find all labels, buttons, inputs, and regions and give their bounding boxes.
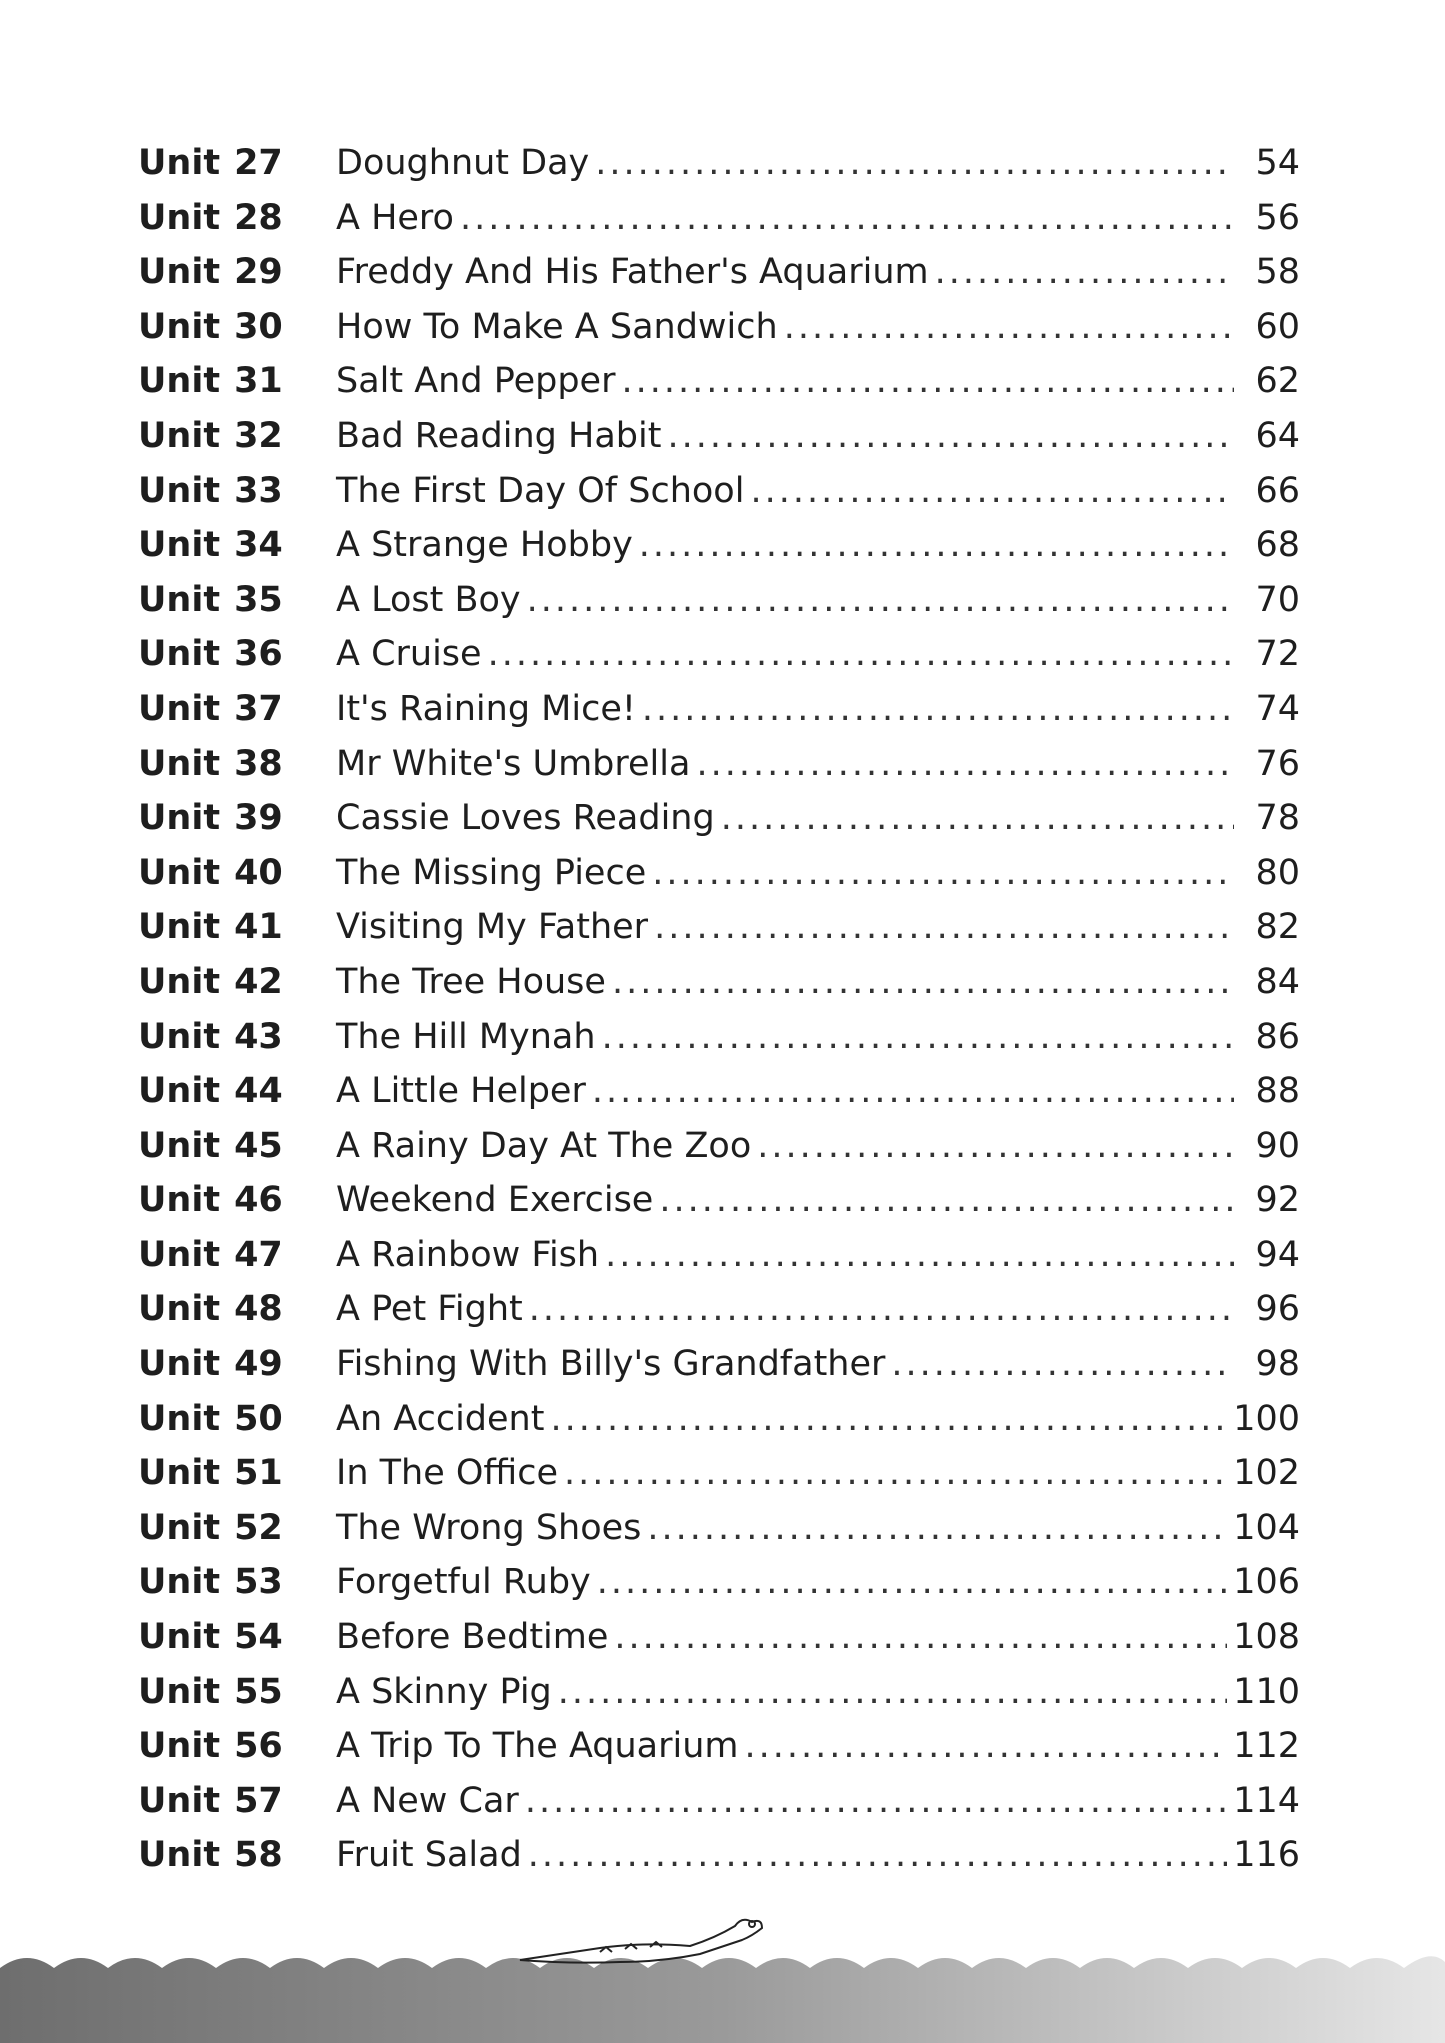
unit-word: Unit — [138, 1289, 221, 1330]
unit-label — [138, 900, 336, 955]
unit-number: 27 — [234, 143, 283, 183]
entry-title: Forgetful Ruby — [336, 1562, 591, 1603]
unit-number: 43 — [234, 1016, 283, 1057]
toc-entry — [138, 1501, 1300, 1556]
unit-word: Unit — [138, 1780, 221, 1821]
page-number: 76 — [1255, 743, 1300, 784]
unit-word: Unit — [138, 1125, 221, 1166]
entry-title: An Accident — [336, 1398, 545, 1439]
unit-word: Unit — [138, 1617, 221, 1658]
unit-label — [138, 627, 336, 682]
toc-entry — [138, 518, 1300, 573]
unit-number: 32 — [234, 415, 283, 456]
dot-leader — [639, 518, 1234, 573]
unit-number: 44 — [234, 1071, 283, 1112]
page-number: 84 — [1255, 961, 1300, 1002]
unit-number: 51 — [234, 1453, 283, 1494]
entry-title: Bad Reading Habit — [336, 415, 662, 456]
dot-leader — [642, 682, 1234, 737]
unit-word: Unit — [138, 1726, 221, 1767]
unit-number: 39 — [234, 798, 283, 839]
unit-label — [138, 682, 336, 737]
entry-title: Doughnut Day — [336, 143, 590, 183]
unit-word: Unit — [138, 1016, 221, 1057]
page-number: 92 — [1255, 1180, 1300, 1221]
entry-title: The First Day Of School — [336, 470, 745, 511]
unit-label — [138, 955, 336, 1010]
page-number: 62 — [1255, 361, 1300, 402]
entry-title: It's Raining Mice! — [336, 688, 636, 729]
entry-title: The Hill Mynah — [336, 1016, 596, 1057]
footer-wave-decoration — [0, 1890, 1445, 2043]
toc-entry — [138, 682, 1300, 737]
dot-leader — [750, 464, 1234, 519]
toc-entry — [138, 354, 1300, 409]
page-number: 70 — [1255, 579, 1300, 620]
entry-title: The Wrong Shoes — [336, 1507, 642, 1548]
unit-label — [138, 354, 336, 409]
page-number: 86 — [1255, 1016, 1300, 1057]
unit-number: 54 — [234, 1617, 283, 1658]
unit-word: Unit — [138, 798, 221, 839]
unit-number: 50 — [234, 1398, 283, 1439]
dot-leader — [602, 1010, 1234, 1065]
unit-number: 48 — [234, 1289, 283, 1330]
unit-label — [138, 464, 336, 519]
unit-word: Unit — [138, 1562, 221, 1603]
dot-leader — [460, 191, 1234, 246]
dot-leader — [527, 573, 1234, 628]
page-number: 78 — [1255, 798, 1300, 839]
page-number: 98 — [1255, 1344, 1300, 1385]
unit-label — [138, 1064, 336, 1119]
toc-entry — [138, 1665, 1300, 1720]
unit-label — [138, 409, 336, 464]
page-number: 90 — [1255, 1125, 1300, 1166]
unit-number: 52 — [234, 1507, 283, 1548]
entry-title: The Tree House — [336, 961, 606, 1002]
page-number: 80 — [1255, 852, 1300, 893]
unit-word: Unit — [138, 907, 221, 948]
unit-number: 45 — [234, 1125, 283, 1166]
unit-word: Unit — [138, 306, 221, 347]
unit-word: Unit — [138, 852, 221, 893]
unit-number: 28 — [234, 197, 283, 238]
toc-entry — [138, 1010, 1300, 1065]
unit-label — [138, 245, 336, 300]
unit-word: Unit — [138, 197, 221, 238]
page-number: 68 — [1255, 525, 1300, 566]
entry-title: A New Car — [336, 1780, 519, 1821]
unit-label — [138, 1719, 336, 1774]
toc-entry — [138, 191, 1300, 246]
unit-word: Unit — [138, 688, 221, 729]
page-number: 72 — [1255, 634, 1300, 675]
unit-word: Unit — [138, 1671, 221, 1712]
unit-label — [138, 1774, 336, 1829]
dot-leader — [935, 245, 1234, 300]
entry-title: Salt And Pepper — [336, 361, 616, 402]
entry-title: A Skinny Pig — [336, 1671, 552, 1712]
unit-label — [138, 1555, 336, 1610]
dot-leader — [595, 136, 1234, 191]
dot-leader — [647, 1501, 1227, 1556]
toc-entry — [138, 1555, 1300, 1610]
toc-entry — [138, 1719, 1300, 1774]
unit-word: Unit — [138, 1180, 221, 1221]
unit-word: Unit — [138, 1234, 221, 1275]
toc-entry — [138, 1337, 1300, 1392]
toc-entry — [138, 900, 1300, 955]
page-number: 54 — [1255, 143, 1300, 183]
unit-label — [138, 518, 336, 573]
unit-label — [138, 136, 336, 191]
unit-word: Unit — [138, 1398, 221, 1439]
unit-word: Unit — [138, 579, 221, 620]
toc-entry — [138, 1446, 1300, 1501]
unit-label — [138, 300, 336, 355]
unit-number: 31 — [234, 361, 283, 402]
toc-entry — [138, 955, 1300, 1010]
unit-label — [138, 1392, 336, 1447]
unit-word: Unit — [138, 743, 221, 784]
unit-number: 56 — [234, 1726, 283, 1767]
dot-leader — [592, 1064, 1234, 1119]
unit-label — [138, 1010, 336, 1065]
unit-label — [138, 846, 336, 901]
unit-number: 47 — [234, 1234, 283, 1275]
toc-entry — [138, 300, 1300, 355]
page-number: 108 — [1233, 1617, 1300, 1658]
toc-entry — [138, 1282, 1300, 1337]
unit-number: 53 — [234, 1562, 283, 1603]
entry-title: Before Bedtime — [336, 1617, 609, 1658]
toc-entry — [138, 245, 1300, 300]
page-number: 102 — [1233, 1453, 1300, 1494]
page-number: 60 — [1255, 306, 1300, 347]
unit-word: Unit — [138, 961, 221, 1002]
crocodile-icon — [520, 1920, 762, 1963]
entry-title: A Cruise — [336, 634, 482, 675]
toc-entry — [138, 1064, 1300, 1119]
dot-leader — [612, 955, 1234, 1010]
unit-number: 55 — [234, 1671, 283, 1712]
unit-number: 29 — [234, 252, 283, 293]
dot-leader — [721, 791, 1234, 846]
dot-leader — [667, 409, 1234, 464]
entry-title: Fruit Salad — [336, 1835, 522, 1876]
page-number: 58 — [1255, 252, 1300, 293]
unit-label — [138, 1828, 336, 1883]
dot-leader — [488, 627, 1234, 682]
entry-title: A Lost Boy — [336, 579, 521, 620]
unit-word: Unit — [138, 470, 221, 511]
unit-label — [138, 1119, 336, 1174]
page-number: 66 — [1255, 470, 1300, 511]
unit-number: 36 — [234, 634, 283, 675]
dot-leader — [605, 1228, 1234, 1283]
entry-title: In The Office — [336, 1453, 559, 1494]
page-number: 104 — [1233, 1507, 1300, 1548]
unit-number: 49 — [234, 1344, 283, 1385]
dot-leader — [654, 900, 1234, 955]
page-number: 64 — [1255, 415, 1300, 456]
toc-entry — [138, 846, 1300, 901]
entry-title: The Missing Piece — [336, 852, 647, 893]
entry-title: A Trip To The Aquarium — [336, 1726, 739, 1767]
page-number: 114 — [1233, 1780, 1300, 1821]
unit-number: 37 — [234, 688, 283, 729]
dot-leader — [652, 846, 1234, 901]
dot-leader — [614, 1610, 1227, 1665]
toc-entry — [138, 1828, 1300, 1883]
toc-entry — [138, 1228, 1300, 1283]
dot-leader — [558, 1665, 1227, 1720]
dot-leader — [784, 300, 1234, 355]
unit-label — [138, 191, 336, 246]
unit-label — [138, 1610, 336, 1665]
toc-entry — [138, 1610, 1300, 1665]
unit-number: 58 — [234, 1835, 283, 1876]
dot-leader — [525, 1774, 1227, 1829]
entry-title: Weekend Exercise — [336, 1180, 654, 1221]
dot-leader — [528, 1828, 1227, 1883]
dot-leader — [696, 737, 1234, 792]
page-number: 106 — [1233, 1562, 1300, 1603]
toc-entry — [138, 464, 1300, 519]
unit-label — [138, 1337, 336, 1392]
entry-title: Mr White's Umbrella — [336, 743, 691, 784]
entry-title: A Pet Fight — [336, 1289, 523, 1330]
toc-entry — [138, 1119, 1300, 1174]
unit-word: Unit — [138, 415, 221, 456]
unit-label — [138, 737, 336, 792]
unit-number: 30 — [234, 306, 283, 347]
unit-label — [138, 1228, 336, 1283]
unit-label — [138, 791, 336, 846]
entry-title: Visiting My Father — [336, 907, 649, 948]
entry-title: Cassie Loves Reading — [336, 798, 715, 839]
unit-number: 40 — [234, 852, 283, 893]
dot-leader — [564, 1446, 1227, 1501]
unit-number: 33 — [234, 470, 283, 511]
page-number: 112 — [1233, 1726, 1300, 1767]
unit-label — [138, 1173, 336, 1228]
page-number: 96 — [1255, 1289, 1300, 1330]
toc-entry — [138, 737, 1300, 792]
unit-word: Unit — [138, 1835, 221, 1876]
unit-word: Unit — [138, 143, 221, 183]
entry-title: A Rainbow Fish — [336, 1234, 600, 1275]
unit-number: 34 — [234, 525, 283, 566]
page-number: 116 — [1233, 1835, 1300, 1876]
dot-leader — [745, 1719, 1228, 1774]
toc-entry — [138, 573, 1300, 628]
unit-word: Unit — [138, 1344, 221, 1385]
page-number: 82 — [1255, 907, 1300, 948]
unit-number: 46 — [234, 1180, 283, 1221]
unit-word: Unit — [138, 525, 221, 566]
toc-entry — [138, 1392, 1300, 1447]
unit-label — [138, 573, 336, 628]
dot-leader — [621, 354, 1234, 409]
unit-number: 41 — [234, 907, 283, 948]
entry-title: A Strange Hobby — [336, 525, 633, 566]
dot-leader — [597, 1555, 1227, 1610]
unit-label — [138, 1282, 336, 1337]
entry-title: Freddy And His Father's Aquarium — [336, 252, 929, 293]
unit-word: Unit — [138, 252, 221, 293]
page-number: 110 — [1233, 1671, 1300, 1712]
unit-number: 35 — [234, 579, 283, 620]
dot-leader — [891, 1337, 1234, 1392]
entry-title: A Little Helper — [336, 1071, 586, 1112]
table-of-contents — [138, 136, 1300, 1883]
unit-number: 42 — [234, 961, 283, 1002]
toc-entry — [138, 136, 1300, 191]
unit-label — [138, 1446, 336, 1501]
dot-leader — [757, 1119, 1234, 1174]
unit-word: Unit — [138, 1071, 221, 1112]
unit-word: Unit — [138, 361, 221, 402]
unit-label — [138, 1665, 336, 1720]
entry-title: A Hero — [336, 197, 454, 238]
page-number: 100 — [1233, 1398, 1300, 1439]
page-number: 56 — [1255, 197, 1300, 238]
unit-number: 38 — [234, 743, 283, 784]
unit-word: Unit — [138, 1453, 221, 1494]
unit-word: Unit — [138, 1507, 221, 1548]
toc-entry — [138, 791, 1300, 846]
dot-leader — [550, 1392, 1227, 1447]
page-number: 94 — [1255, 1234, 1300, 1275]
toc-entry — [138, 1173, 1300, 1228]
unit-number: 57 — [234, 1780, 283, 1821]
toc-entry — [138, 627, 1300, 682]
dot-leader — [659, 1173, 1234, 1228]
entry-title: How To Make A Sandwich — [336, 306, 778, 347]
toc-entry — [138, 1774, 1300, 1829]
water-wave — [0, 1956, 1445, 2043]
unit-word: Unit — [138, 634, 221, 675]
page-number: 88 — [1255, 1071, 1300, 1112]
entry-title: Fishing With Billy's Grandfather — [336, 1344, 886, 1385]
toc-entry — [138, 409, 1300, 464]
page-number: 74 — [1255, 688, 1300, 729]
entry-title: A Rainy Day At The Zoo — [336, 1125, 752, 1166]
unit-label — [138, 1501, 336, 1556]
dot-leader — [529, 1282, 1234, 1337]
